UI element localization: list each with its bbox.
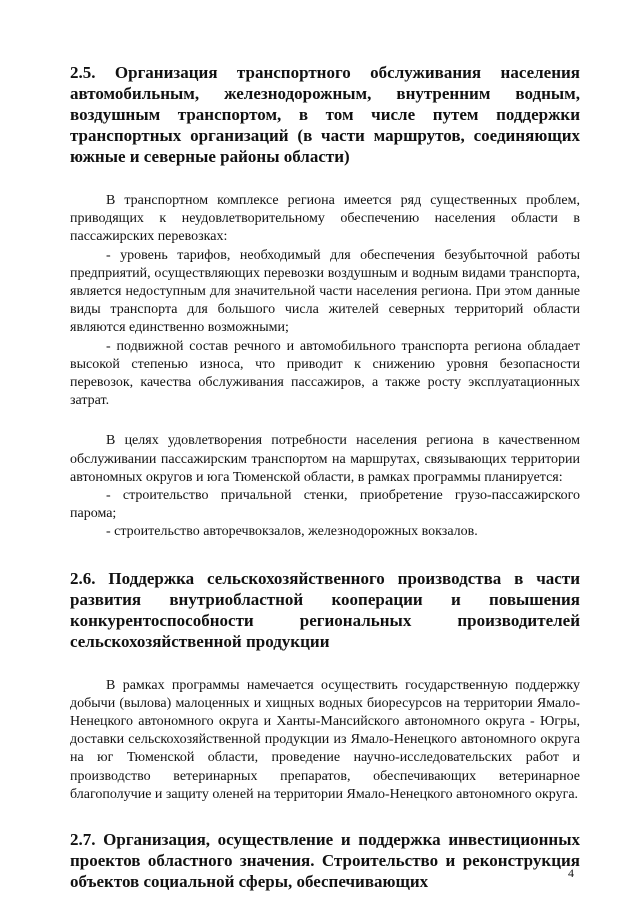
section-2-5-paragraph-plans: В целях удовлетворения потребности населения региона в качественном обслуживании пассажирским транспортом на маршрутах, связывающих территории автономных округов и юга Тюменской области, в рамках программы планируется: [70,433,580,485]
section-2-7-heading: 2.7. Организация, осуществление и поддержка инвестиционных проектов областного значения. Строительство и реконструкция объектов социальной сферы, обеспечивающих [70,830,580,892]
section-2-5-heading: 2.5. Организация транспортного обслуживания населения автомобильным, железнодорожным, внутренним водным, воздушным транспортом, в том числе путем поддержки транспортных организаций (в части маршрутов, соединяющих южные и северные районы области) [70,63,580,166]
document-page [70,62,580,892]
section-2-5-list-item-rolling-stock: - подвижной состав речного и автомобильного транспорта региона обладает высокой степенью износа, что приводит к снижению уровня безопасности перевозок, качества обслуживания пассажиров, а также росту эксплуатационных затрат. [70,338,580,409]
section-2-5-list-item-ferry: - строительство причальной стенки, приобретение грузо-пассажирского парома; [70,488,580,522]
section-2-6-paragraph: В рамках программы намечается осуществить государственную поддержку добычи (вылова) малоценных и хищных водных биоресурсов на территории Ямало-Ненецкого автономного округа и Ханты-Мансийского автономного округа - Югры, доставки сельскохозяйственной продукции из Ямало-Ненецкого автономного округа на юг Тюменской области, проведение научно-исследовательских работ и производство ветеринарных препаратов, обеспечивающих ветеринарное благополучие и защиту оленей на территории Ямало-Ненецкого автономного округа. [70,677,580,802]
section-2-5-list-item-stations: - строительство автоpечвокзалов, железнодорожных вокзалов. [106,524,478,540]
section-2-5-list-item-tariffs: - уровень тарифов, необходимый для обеспечения безубыточной работы предприятий, осуществляющих перевозки воздушным и водным видами транспорта, является недоступным для значительной части населения региона. При этом данные виды транспорта для большого числа жителей северных территорий области являются единственно возможными; [70,247,580,336]
section-2-5-paragraph-intro: В транспортном комплексе региона имеется ряд существенных проблем, приводящих к неудовлетворительному обеспечению населения области в пассажирских перевозках: [70,193,580,245]
page-number: 4 [568,866,574,880]
section-2-6-heading: 2.6. Поддержка сельскохозяйственного производства в части развития внутриобластной кооперации и повышения конкурентоспособности региональных производителей сельскохозяйственной продукции [70,568,580,651]
